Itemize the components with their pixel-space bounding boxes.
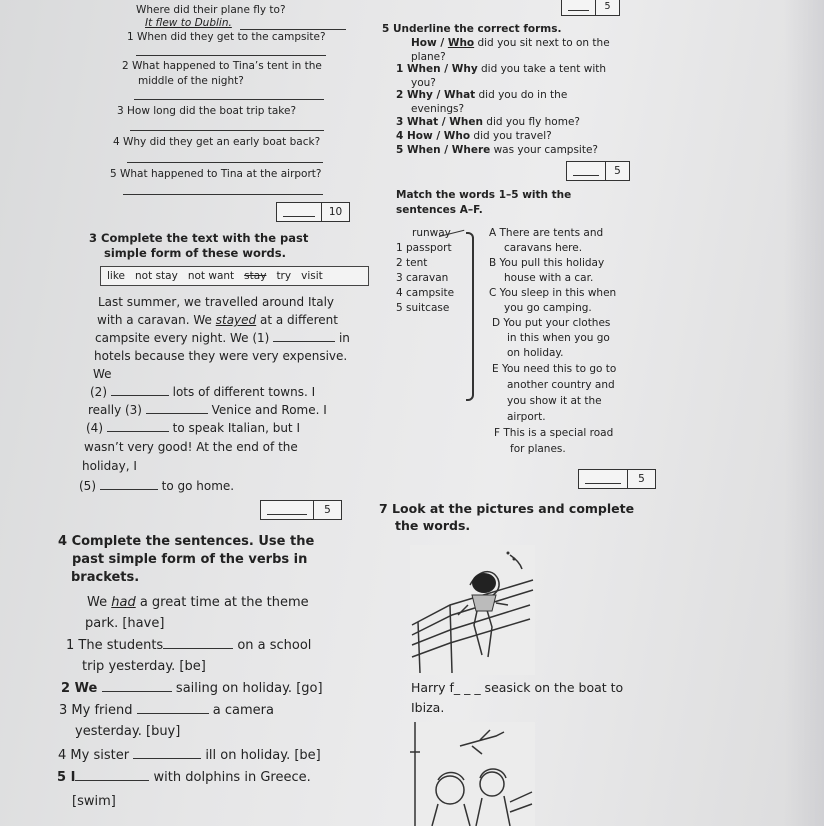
- ex6-score-box[interactable]: [578, 469, 656, 489]
- ex5-item-2: 2 Why / What did you do in the: [396, 89, 568, 101]
- ex4-example-cont: park. [have]: [85, 616, 165, 631]
- ex6-F-1: F This is a special road: [494, 427, 614, 439]
- ex4-sentence-5-cont: [swim]: [72, 794, 116, 809]
- ex4-sentence-2: 2 We sailing on holiday. [go]: [61, 681, 323, 696]
- ex4-sentence-3: 3 My friend a camera: [59, 703, 274, 718]
- ex3-line-1: Last summer, we travelled around Italy: [98, 295, 335, 309]
- ex6-word-5: 5 suitcase: [396, 302, 450, 314]
- answer-line: [127, 162, 323, 163]
- ex6-title-a: Match the words 1–5 with the: [396, 189, 572, 201]
- ex7-picture-airport: [410, 722, 535, 826]
- ex4-example: We had a great time at the theme: [87, 595, 309, 610]
- ex3-word: like: [107, 270, 126, 282]
- ex6-B-2: house with a car.: [504, 272, 594, 284]
- ex5-item-2-cont: evenings?: [411, 103, 465, 115]
- ex3-line-10: holiday, I: [82, 459, 137, 473]
- ex3-title-b: simple form of these words.: [104, 246, 286, 260]
- answer-line: [240, 29, 346, 30]
- ex6-D-3: on holiday.: [507, 347, 564, 359]
- ex3-line-11: (5) to go home.: [79, 479, 235, 493]
- ex3-title-a: 3 Complete the text with the past: [89, 231, 309, 245]
- ex5-item-1-cont: you?: [411, 77, 436, 89]
- ex6-C-2: you go camping.: [504, 302, 592, 314]
- ex3-word: try: [276, 270, 292, 282]
- ex5-item-4: 4 How / Who did you travel?: [396, 130, 552, 142]
- ex6-E-4: airport.: [507, 411, 546, 423]
- ex3-line-2: with a caravan. We stayed at a different: [97, 313, 338, 327]
- ex4-sentence-4: 4 My sister ill on holiday. [be]: [58, 748, 321, 763]
- ex3-line-8: (4) to speak Italian, but I: [86, 421, 300, 435]
- ex6-E-1: E You need this to go to: [492, 363, 617, 375]
- ex6-title-b: sentences A–F.: [396, 204, 483, 216]
- ex4-title-a: 4 Complete the sentences. Use the: [58, 534, 315, 549]
- ex1-score-value: 5: [604, 1, 611, 12]
- ex2-question-2b: middle of the night?: [138, 75, 244, 87]
- ex3-word: not want: [187, 270, 235, 282]
- ex5-item-1: 1 When / Why did you take a tent with: [396, 63, 607, 75]
- ex3-score-box[interactable]: [260, 500, 342, 520]
- ex7-title-b: the words.: [395, 518, 471, 533]
- ex3-word-box: [100, 266, 369, 286]
- ex3-word-crossed: stay: [244, 270, 267, 282]
- ex4-sentence-1: 1 The students on a school: [66, 638, 312, 653]
- ex2-question-4: 4 Why did they get an early boat back?: [113, 136, 321, 148]
- ex3-line-9: wasn’t very good! At the end of the: [84, 440, 298, 454]
- answer-line: [130, 130, 324, 131]
- ex3-word: not stay: [135, 270, 178, 282]
- ex2-score-value: 10: [328, 206, 343, 218]
- ex3-line-3: campsite every night. We (1) in: [95, 331, 350, 345]
- ex2-example-answer: It flew to Dublin.: [145, 17, 232, 29]
- ex6-D-2: in this when you go: [507, 332, 610, 344]
- ex3-line-7: really (3) Venice and Rome. I: [88, 403, 327, 417]
- ex4-sentence-3-cont: yesterday. [buy]: [75, 724, 181, 739]
- ex6-word-3: 3 caravan: [396, 272, 449, 284]
- ex5-score-box[interactable]: [566, 161, 630, 181]
- ex1-score-box[interactable]: [561, 0, 620, 16]
- ex6-word-4: 4 campsite: [396, 287, 455, 299]
- ex2-question-2a: 2 What happened to Tina’s tent in the: [122, 60, 322, 72]
- ex4-title-c: brackets.: [71, 570, 140, 585]
- ex7-title-a: 7 Look at the pictures and complete: [379, 501, 635, 516]
- ex6-word-example: runway: [412, 227, 451, 239]
- ex2-prompt: Where did their plane fly to?: [136, 4, 286, 16]
- ex4-sentence-5: 5 I with dolphins in Greece.: [57, 770, 311, 785]
- page-edge-shadow: [784, 0, 824, 826]
- ex5-score-value: 5: [614, 165, 621, 177]
- ex3-word: visit: [301, 270, 323, 282]
- answer-line: [136, 55, 326, 56]
- ex2-question-5: 5 What happened to Tina at the airport?: [110, 168, 322, 180]
- answer-line: [134, 99, 324, 100]
- ex6-B-1: B You pull this holiday: [489, 257, 605, 269]
- ex5-title: 5 Underline the correct forms.: [382, 23, 562, 35]
- ex7-sentence-1b: Ibiza.: [411, 700, 445, 715]
- ex5-item-3: 3 What / When did you fly home?: [396, 116, 580, 128]
- ex4-title-b: past simple form of the verbs in: [72, 552, 308, 567]
- ex6-A-2: caravans here.: [504, 242, 583, 254]
- ex5-example: How / Who did you sit next to on the: [411, 37, 610, 49]
- ex7-picture-boat: [410, 545, 535, 675]
- ex6-E-2: another country and: [507, 379, 615, 391]
- ex3-line-5: We: [93, 367, 112, 381]
- answer-line: [123, 194, 323, 195]
- ex2-question-3: 3 How long did the boat trip take?: [117, 105, 297, 117]
- ex6-bracket: [466, 232, 474, 401]
- ex7-sentence-1: Harry f_ _ _ seasick on the boat to: [411, 680, 624, 695]
- ex4-sentence-1-cont: trip yesterday. [be]: [82, 659, 206, 674]
- ex6-C-1: C You sleep in this when: [489, 287, 617, 299]
- ex5-example-cont: plane?: [411, 51, 446, 63]
- ex6-word-1: 1 passport: [396, 242, 452, 254]
- ex6-word-2: 2 tent: [396, 257, 428, 269]
- ex2-question-1: 1 When did they get to the campsite?: [127, 31, 326, 43]
- ex6-F-2: for planes.: [510, 443, 566, 455]
- ex3-line-6: (2) lots of different towns. I: [90, 385, 316, 399]
- ex3-line-4: hotels because they were very expensive.: [94, 349, 348, 363]
- ex6-D-1: D You put your clothes: [492, 317, 611, 329]
- ex6-A-1: A There are tents and: [489, 227, 604, 239]
- ex6-E-3: you show it at the: [507, 395, 602, 407]
- ex5-item-5: 5 When / Where was your campsite?: [396, 144, 599, 156]
- ex3-score-value: 5: [324, 504, 331, 516]
- ex2-score-box[interactable]: [276, 202, 350, 222]
- ex6-score-value: 5: [638, 473, 645, 485]
